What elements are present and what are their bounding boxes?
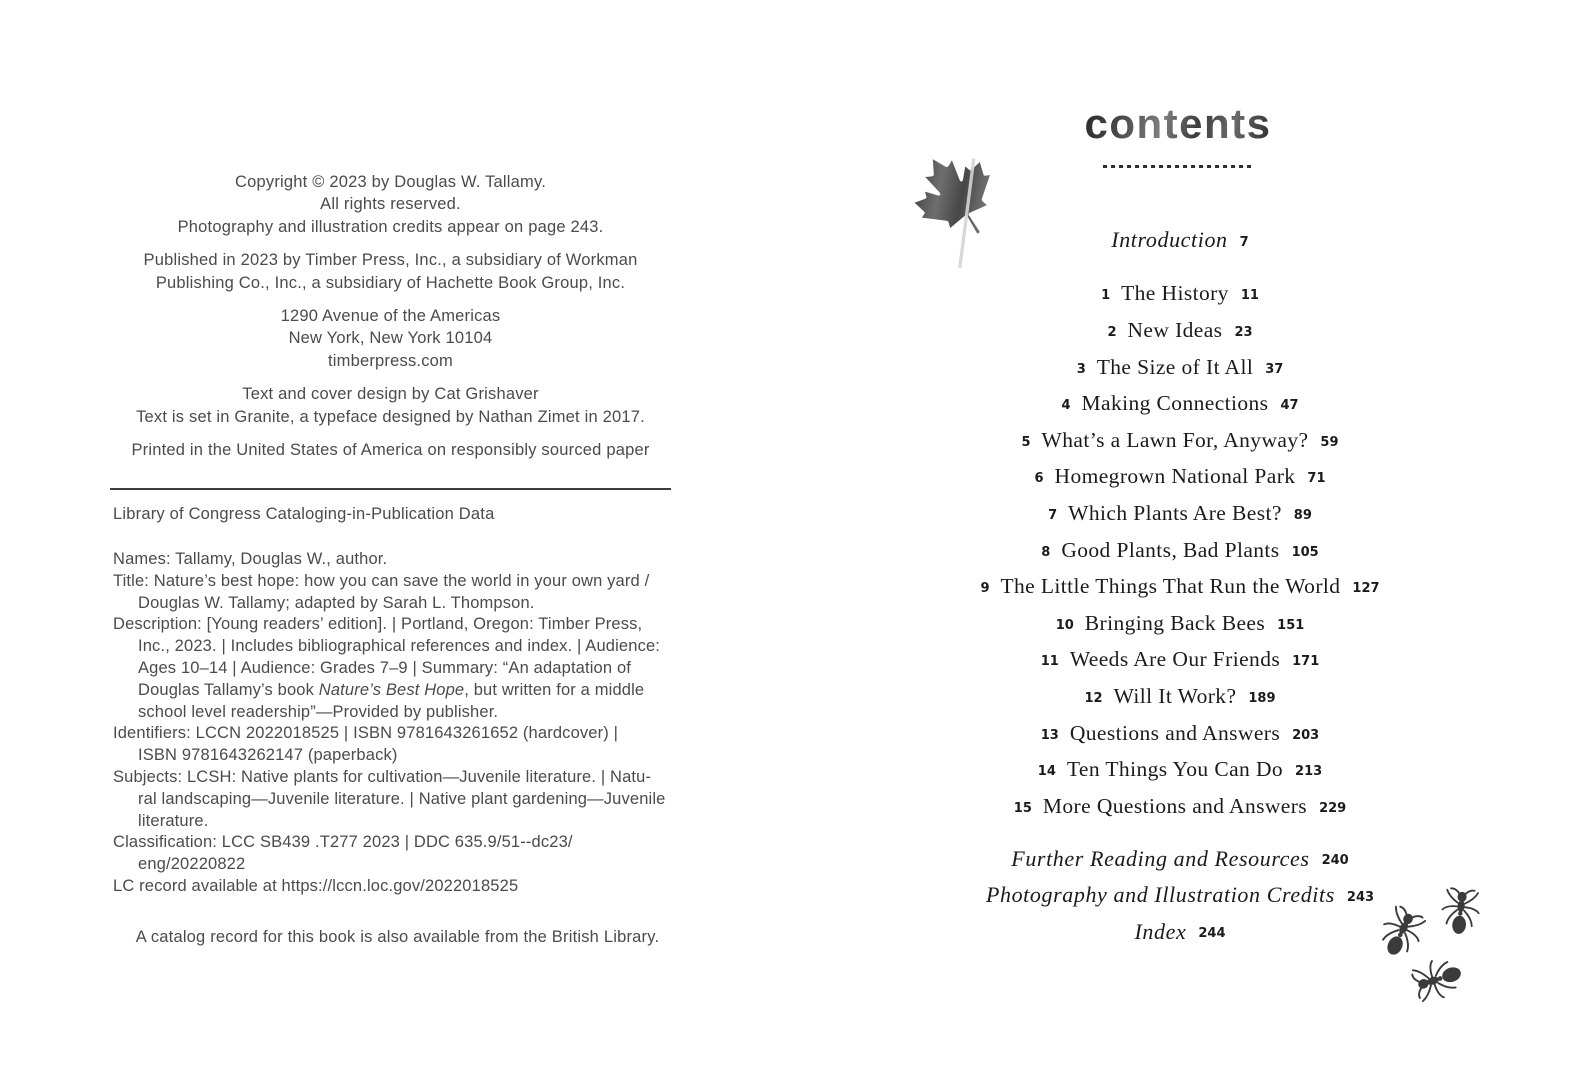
toc-entry-title: Index <box>1134 918 1187 944</box>
toc-entry-introduction <box>862 222 1498 259</box>
toc-entry-title: Will It Work? <box>1113 683 1237 708</box>
loc-line-identifiers: Identifiers: LCCN 2022018525 | ISBN 9781643261652 (hardcover) | <box>113 724 619 743</box>
toc-entry-page: 23 <box>1234 324 1253 340</box>
loc-line-subjects: Subjects: LCSH: Native plants for cultivation—Juvenile literature. | Natu- <box>113 767 652 786</box>
copyright-line: Photography and illustration credits appear on page 243. <box>177 217 604 236</box>
loc-line-class-cont: eng/20220822 <box>138 855 246 874</box>
toc-entry-page: 105 <box>1291 544 1319 560</box>
toc-entry <box>862 349 1498 386</box>
toc-entry-title: The Size of It All <box>1096 354 1254 379</box>
toc-entry-number: 5 <box>1021 434 1031 450</box>
toc-entry-title: Photography and Illustration Credits <box>985 882 1335 908</box>
toc-entry-title: Ten Things You Can Do <box>1066 757 1284 782</box>
toc-entry <box>862 751 1498 788</box>
copyright-line: All rights reserved. <box>320 195 461 214</box>
toc-entry-title: Good Plants, Bad Plants <box>1061 537 1280 562</box>
design-credit-paragraph <box>110 383 671 428</box>
british-library-note: A catalog record for this book is also available from the British Library. <box>135 928 660 946</box>
toc-entry-page: 171 <box>1292 654 1320 670</box>
toc-entry <box>862 715 1498 752</box>
loc-line-subjects-cont: ral landscaping—Juvenile literature. | Native plant gardening—Juvenile <box>138 789 666 808</box>
toc-entry-page: 213 <box>1295 764 1323 780</box>
toc-entry-number: 8 <box>1041 544 1051 560</box>
three-ants-illustration <box>1360 880 1510 1040</box>
toc-entry-title: Weeds Are Our Friends <box>1069 647 1281 672</box>
toc-entry-page: 37 <box>1265 361 1284 377</box>
toc-entry-title: Introduction <box>1111 227 1228 253</box>
toc-entry-title: Bringing Back Bees <box>1084 610 1266 635</box>
toc-entry-title: The History <box>1121 281 1229 306</box>
toc-entry-number: 9 <box>980 581 990 597</box>
loc-summary-pre: Douglas Tallamy’s book <box>138 680 319 699</box>
publisher-paragraph <box>110 249 671 294</box>
design-credit-line: Text and cover design by Cat Grishaver <box>242 385 539 404</box>
toc-entry-number: 7 <box>1048 507 1058 523</box>
toc-entry <box>862 312 1498 349</box>
toc-entry-page: 59 <box>1320 434 1339 450</box>
toc-entry <box>862 642 1498 679</box>
toc-entry-title: What’s a Lawn For, Anyway? <box>1041 427 1309 452</box>
printing-note-paragraph <box>110 439 671 461</box>
toc-entry-number: 12 <box>1084 690 1103 706</box>
toc-entry-title: The Little Things That Run the World <box>1000 574 1341 599</box>
toc-entry <box>862 276 1498 313</box>
loc-line-names: Names: Tallamy, Douglas W., author. <box>113 550 388 568</box>
toc-entry-further-reading <box>862 841 1498 878</box>
toc-entry-page: 189 <box>1248 690 1276 706</box>
toc-entry-title: Homegrown National Park <box>1054 464 1296 489</box>
toc-entry-page: 203 <box>1292 727 1320 743</box>
address-line: New York, New York 10104 <box>288 329 493 348</box>
address-paragraph <box>110 305 671 372</box>
loc-data-block <box>113 549 688 898</box>
toc-entry-page: 243 <box>1346 889 1375 905</box>
toc-entry-page: 127 <box>1352 581 1380 597</box>
toc-entry-title: Further Reading and Resources <box>1011 845 1310 871</box>
loc-line-description: Description: [Young readers’ edition]. | Portland, Oregon: Timber Press, <box>113 615 643 634</box>
toc-entry-number: 11 <box>1040 654 1059 670</box>
toc-entry <box>862 422 1498 459</box>
toc-entry <box>862 678 1498 715</box>
toc-entry-number: 13 <box>1040 727 1059 743</box>
toc-entry <box>862 568 1498 605</box>
loc-line-isbn-cont: ISBN 9781643262147 (paperback) <box>138 746 398 765</box>
toc-entry <box>862 459 1498 496</box>
toc-entry-page: 47 <box>1280 398 1299 414</box>
toc-entry <box>862 385 1498 422</box>
toc-entry-page: 71 <box>1307 471 1326 487</box>
toc-entry-number: 10 <box>1055 617 1074 633</box>
copyright-paragraph <box>110 171 671 238</box>
loc-line-subjects-end: literature. <box>138 811 209 830</box>
toc-entry-number: 15 <box>1013 800 1032 816</box>
copyright-block <box>110 171 671 472</box>
toc-entry-number: 14 <box>1037 764 1056 780</box>
loc-line-summary <box>113 680 688 702</box>
toc-entry-title: Which Plants Are Best? <box>1068 500 1282 525</box>
table-of-contents <box>862 222 1498 950</box>
loc-line-title: Title: Nature’s best hope: how you can save the world in your own yard / <box>113 571 650 590</box>
loc-summary-post: , but written for a middle <box>464 680 645 699</box>
toc-entry <box>862 605 1498 642</box>
toc-entry-page: 244 <box>1198 926 1226 942</box>
toc-entry <box>862 495 1498 532</box>
contents-title-text: contents <box>1084 100 1272 147</box>
loc-line-audience: Ages 10–14 | Audience: Grades 7–9 | Summary: “An adaptation of <box>138 658 632 677</box>
toc-entry-number: 6 <box>1034 471 1044 487</box>
loc-line-classification: Classification: LCC SB439 .T277 2023 | DDC 635.9/51--dc23/ <box>113 833 573 852</box>
loc-summary-book-title: Nature’s Best Hope <box>318 680 465 699</box>
toc-entry-page: 229 <box>1319 800 1347 816</box>
loc-line-summary-cont: school level readership”—Provided by publisher. <box>138 702 499 721</box>
ant-icon <box>1407 948 1480 1007</box>
toc-entry-page: 11 <box>1240 288 1259 304</box>
toc-entry-number: 2 <box>1107 324 1117 340</box>
publisher-line: Published in 2023 by Timber Press, Inc., a subsidiary of Workman <box>143 251 638 270</box>
dotted-divider <box>1103 165 1251 168</box>
toc-entry-page: 240 <box>1321 853 1349 869</box>
toc-entry-title: New Ideas <box>1127 317 1223 342</box>
loc-line-title-cont: Douglas W. Tallamy; adapted by Sarah L. Thompson. <box>138 593 535 612</box>
typeface-credit-line: Text is set in Granite, a typeface designed by Nathan Zimet in 2017. <box>136 407 645 426</box>
toc-entry-number: 1 <box>1101 288 1111 304</box>
publisher-line: Publishing Co., Inc., a subsidiary of Hachette Book Group, Inc. <box>155 273 626 292</box>
toc-entry-page: 7 <box>1239 234 1249 250</box>
toc-entry <box>862 532 1498 569</box>
loc-heading: Library of Congress Cataloging-in-Publication Data <box>113 505 495 523</box>
toc-entry <box>862 788 1498 825</box>
copyright-line: Copyright © 2023 by Douglas W. Tallamy. <box>235 173 546 191</box>
toc-entry-title: More Questions and Answers <box>1042 793 1308 818</box>
toc-entry-page: 151 <box>1277 617 1305 633</box>
address-line: 1290 Avenue of the Americas <box>280 307 501 326</box>
publisher-website: timberpress.com <box>328 351 453 370</box>
toc-entry-title: Making Connections <box>1081 391 1269 416</box>
loc-line-lc-record: LC record available at https://lccn.loc.gov/2022018525 <box>113 876 519 895</box>
toc-entry-title: Questions and Answers <box>1069 720 1281 745</box>
toc-entry-number: 4 <box>1061 398 1071 414</box>
ant-icon <box>1437 884 1483 949</box>
divider-rule <box>110 488 671 490</box>
loc-line-desc-cont: Inc., 2023. | Includes bibliographical references and index. | Audience: <box>138 637 661 656</box>
toc-entry-page: 89 <box>1293 507 1312 523</box>
toc-entry-number: 3 <box>1076 361 1086 377</box>
printing-note-line: Printed in the United States of America on responsibly sourced paper <box>131 441 650 460</box>
